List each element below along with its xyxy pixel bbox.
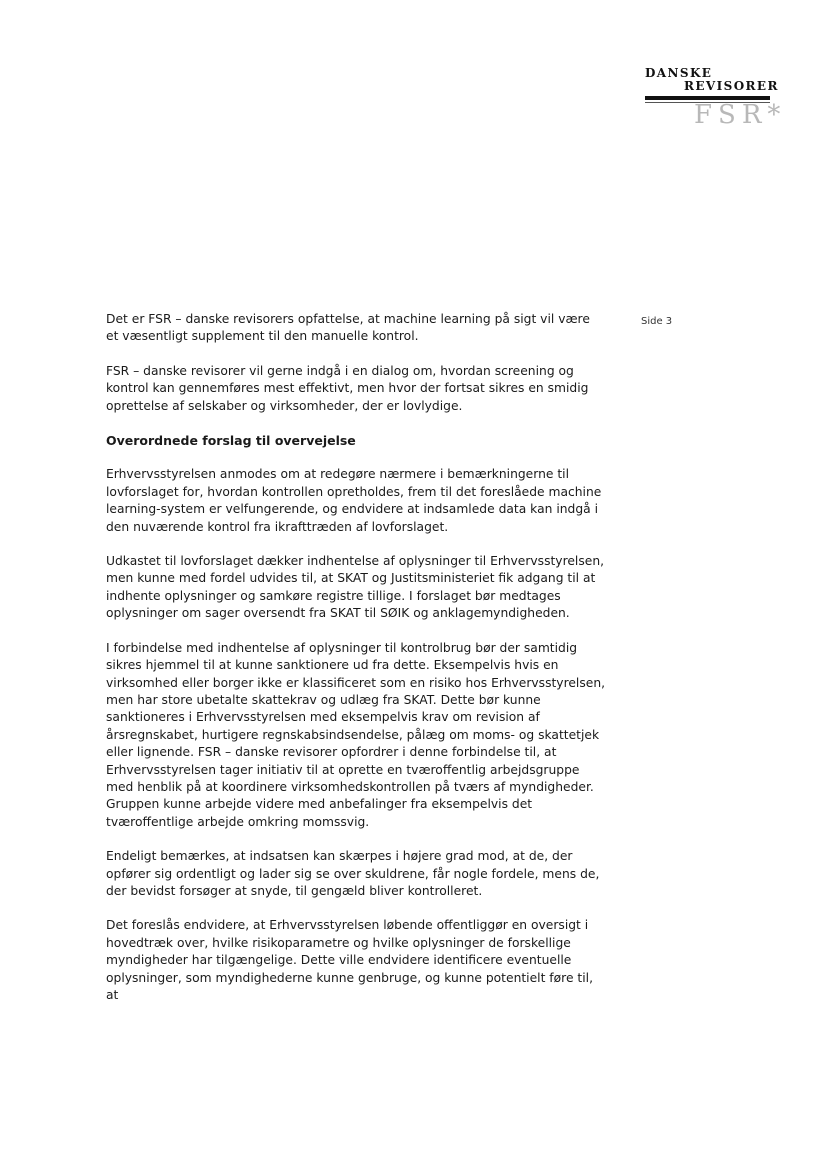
page-number: Side 3	[641, 316, 673, 327]
paragraph: Det foreslås endvidere, at Erhvervsstyrelsen løbende offentliggør en oversigt i hovedtræk over, hvilke risikoparametre og hvilke oplysninger de forskellige myndigheder har tilgængelige. Dette ville endvidere identificere eventuelle oplysninger, som myndighederne kunne genbruge, og kunne potentielt føre til, at	[106, 918, 593, 1002]
logo-text-revisorer: REVISORER	[684, 79, 779, 93]
paragraph: Endeligt bemærkes, at indsatsen kan skærpes i højere grad mod, at de, der opfører sig ordentligt og lader sig se over skuldrene, får nogle fordele, mens de, der bevidst forsøger at snyde, til gengæld bliver kontrolleret.	[106, 849, 600, 898]
paragraph: Erhvervsstyrelsen anmodes om at redegøre nærmere i bemærkningerne til lovforslaget for, hvordan kontrollen opretholdes, frem til det foreslåede machine learning-system er velfungerende, og endvidere at indsamlede data kan indgå i den nuværende kontrol fra ikrafttræden af lovforslaget.	[106, 467, 602, 534]
logo-mark: FSR*	[694, 100, 787, 130]
logo-text-danske: DANSKE	[645, 66, 713, 80]
paragraph: I forbindelse med indhentelse af oplysninger til kontrolbrug bør der samtidig sikres hjemmel til at kunne sanktionere ud fra dette. Eksempelvis hvis en virksomhed eller borger ikke er klassificeret som en risiko hos Erhvervsstyrelsen, men har store ubetalte skattekrav og udlæg fra SKAT. Dette bør kunne sanktioneres i Erhvervsstyrelsen med eksempelvis krav om revision af årsregnskabet, hurtigere regnskabsindsendelse, pålæg om moms- og skattetjek eller lignende. FSR – danske revisorer opfordrer i denne forbindelse til, at Erhvervsstyrelsen tager initiativ til at oprette en tværoffentlig arbejdsgruppe med henblik på at koordinere virksomhedskontrollen på tværs af myndigheder. Gruppen kunne arbejde videre med anbefalinger fra eksempelvis det tværoffentlige arbejde omkring momssvig.	[106, 640, 606, 829]
fsr-logo	[640, 66, 787, 130]
paragraph: Det er FSR – danske revisorers opfattelse, at machine learning på sigt vil være et væsentligt supplement til den manuelle kontrol.	[106, 312, 590, 344]
paragraph: Udkastet til lovforslaget dækker indhentelse af oplysninger til Erhvervsstyrelsen, men kunne med fordel udvides til, at SKAT og Justitsministeriet fik adgang til at indhente oplysninger og samkøre registre tillige. I forslaget bør medtages oplysninger om sager oversendt fra SKAT til SØIK og anklagemyndigheden.	[106, 554, 605, 621]
section-heading: Overordnede forslag til overvejelse	[106, 433, 356, 449]
document-body	[106, 311, 606, 1004]
paragraph: FSR – danske revisorer vil gerne indgå i en dialog om, hvordan screening og kontrol kan gennemføres mest effektivt, men hvor der fortsat sikres en smidig oprettelse af selskaber og virksomheder, der er lovlydige.	[106, 363, 589, 413]
